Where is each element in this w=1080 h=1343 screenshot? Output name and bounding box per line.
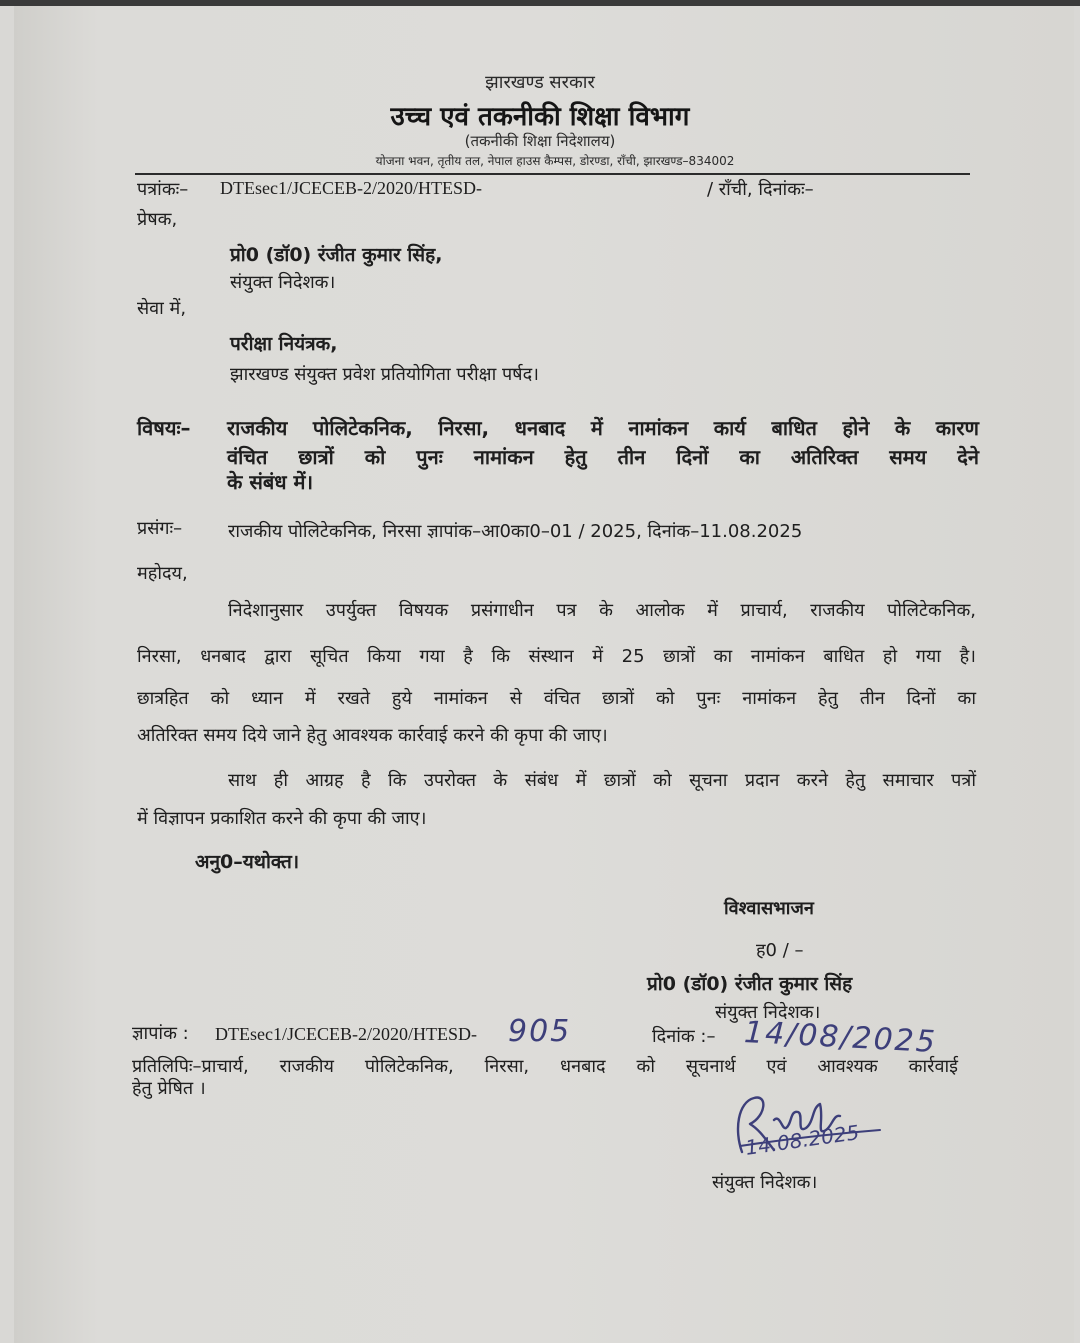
recipient-org: झारखण्ड संयुक्त प्रवेश प्रतियोगिता परीक्षा पर्षद। [230, 364, 539, 385]
letter-no-label: पत्रांकः– [137, 179, 189, 200]
closing-name: प्रो0 (डॉ0) रंजीत कुमार सिंह [647, 973, 853, 995]
subject-line-2: वंचित छात्रों को पुनः नामांकन हेतु तीन दिनों का अतिरिक्त समय देने [227, 445, 979, 469]
memo-handwritten-date: 14/08/2025 [743, 1014, 938, 1061]
salutation: महोदय, [137, 563, 188, 584]
memo-handwritten-number: 905 [508, 1014, 572, 1049]
subject-line-1: राजकीय पोलिटेकनिक, निरसा, धनबाद में नामांकन कार्य बाधित होने के कारण [227, 416, 979, 440]
signature-designation: संयुक्त निदेशक। [712, 1172, 818, 1193]
para2-line-1: साथ ही आग्रह है कि उपरोक्त के संबंध में छात्रों को सूचना प्रदान करने हेतु समाचार पत्रों [228, 770, 976, 791]
closing-signed: ह0 / – [756, 940, 804, 961]
para1-line-4: अतिरिक्त समय दिये जाने हेतु आवश्यक कार्रवाई करने की कृपा की जाए। [137, 725, 608, 746]
letterhead-directorate: (तकनीकी शिक्षा निदेशालय) [464, 132, 616, 150]
subject-line-3: के संबंध में। [227, 470, 314, 494]
subject-label: विषयः– [137, 416, 191, 440]
para2-line-2: में विज्ञापन प्रकाशित करने की कृपा की जाए। [137, 808, 427, 829]
para1-line-3: छात्रहित को ध्यान में रखते हुये नामांकन से वंचित छात्रों को पुनः नामांकन हेतु तीन दिनों का [137, 688, 976, 709]
copy-line-1: प्रतिलिपिः–प्राचार्य, राजकीय पोलिटेकनिक, निरसा, धनबाद को सूचनार्थ एवं आवश्यक कार्रवाई [132, 1056, 958, 1077]
closing-yours: विश्वासभाजन [724, 898, 814, 919]
closing-designation: संयुक्त निदेशक। [715, 1002, 821, 1023]
memo-label: ज्ञापांक : [132, 1023, 189, 1044]
para1-line-2: निरसा, धनबाद द्वारा सूचित किया गया है कि संस्थान में 25 छात्रों का नामांकन बाधित हो गया है। [137, 646, 976, 667]
letterhead-address: योजना भवन, तृतीय तल, नेपाल हाउस कैम्पस, डोरण्डा, राँची, झारखण्ड–834002 [375, 154, 735, 168]
letterhead-divider [135, 173, 970, 175]
enclosure: अनु0–यथोक्त। [195, 851, 300, 873]
sender-designation: संयुक्त निदेशक। [230, 272, 336, 293]
place-date: / राँची, दिनांकः– [707, 179, 814, 200]
copy-line-2: हेतु प्रेषित । [132, 1078, 206, 1099]
reference-label: प्रसंगः– [137, 518, 183, 539]
recipient-label: सेवा में, [137, 298, 187, 319]
para1-line-1: निदेशानुसार उपर्युक्त विषयक प्रसंगाधीन पत्र के आलोक में प्राचार्य, राजकीय पोलिटेकनिक, [228, 600, 976, 621]
memo-date-label: दिनांक :– [652, 1026, 716, 1047]
memo-value: DTEsec1/JCECEB-2/2020/HTESD- [215, 1024, 477, 1044]
sender-label: प्रेषक, [137, 209, 178, 230]
letterhead-department: उच्च एवं तकनीकी शिक्षा विभाग [390, 102, 690, 132]
recipient-name: परीक्षा नियंत्रक, [230, 333, 338, 355]
reference-text: राजकीय पोलिटेकनिक, निरसा ज्ञापांक–आ0का0–01 / 2025, दिनांक–11.08.2025 [228, 521, 803, 542]
sender-name: प्रो0 (डॉ0) रंजीत कुमार सिंह, [230, 244, 443, 266]
letter-no-value: DTEsec1/JCECEB-2/2020/HTESD- [220, 178, 482, 198]
signature-date: 14.08.2025 [743, 1120, 861, 1160]
letterhead-government: झारखण्ड सरकार [485, 72, 595, 93]
